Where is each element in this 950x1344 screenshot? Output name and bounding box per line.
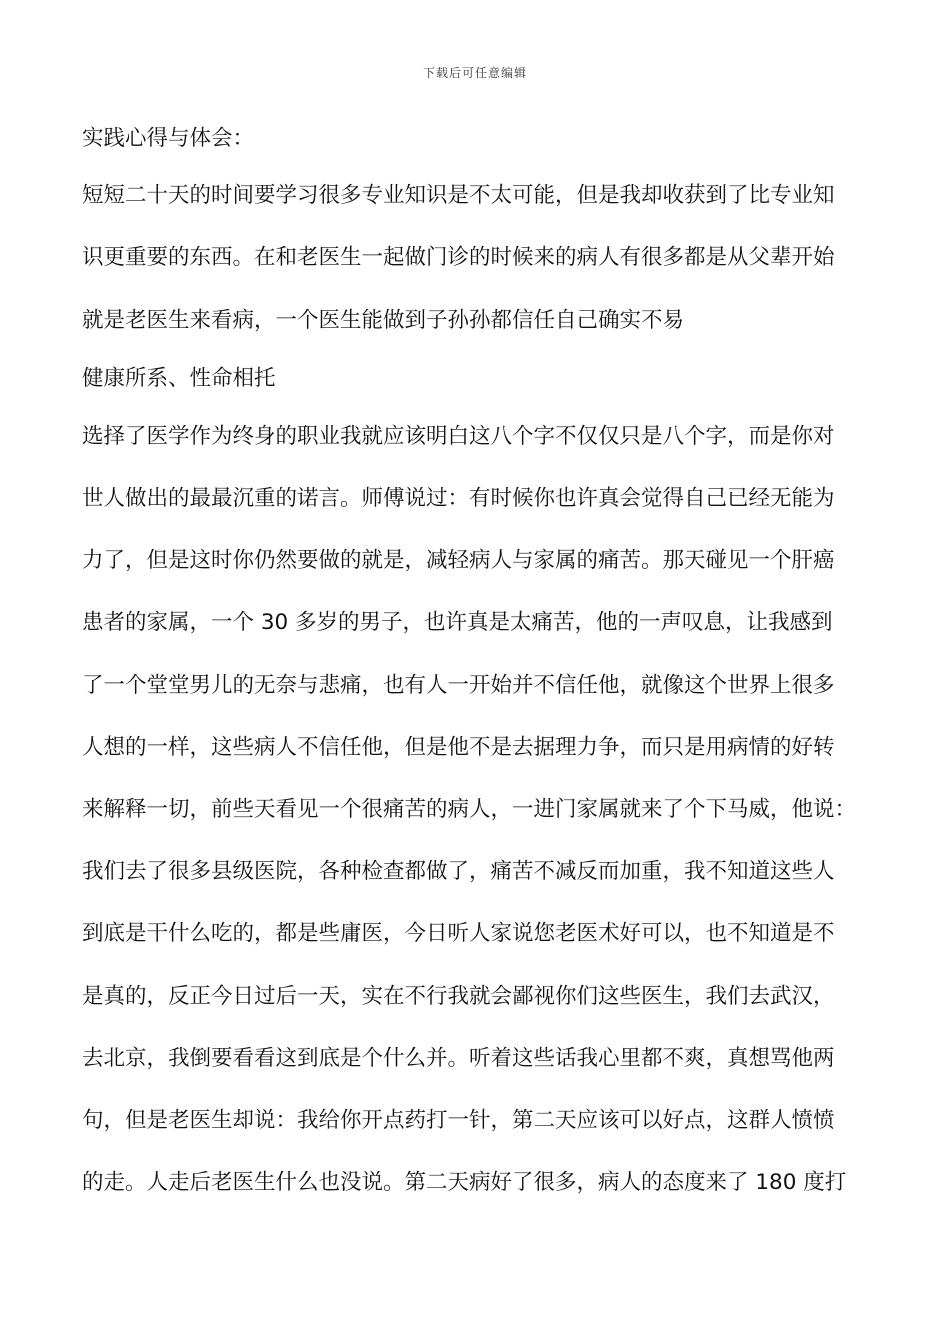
paragraph-line: 来解释一切，前些天看见一个很痛苦的病人，一进门家属就来了个下马威，他说： xyxy=(82,797,857,822)
paragraph-line: 识更重要的东西。在和老医生一起做门诊的时候来的病人有很多都是从父辈开始 xyxy=(82,245,835,270)
paragraph-line: 人想的一样，这些病人不信任他，但是他不是去据理力争，而只是用病情的好转 xyxy=(82,735,835,760)
paragraph-line: 患者的家属，一个 30 多岁的男子，也许真是太痛苦，他的一声叹息，让我感到 xyxy=(82,610,833,635)
paragraph-line: 了一个堂堂男儿的无奈与悲痛，也有人一开始并不信任他，就像这个世界上很多 xyxy=(82,673,835,698)
paragraph-line: 是真的，反正今日过后一天，实在不行我就会鄙视你们这些医生，我们去武汉， xyxy=(82,984,835,1009)
paragraph-line: 我们去了很多县级医院，各种检查都做了，痛苦不减反而加重，我不知道这些人 xyxy=(82,859,835,884)
paragraph-line: 力了，但是这时你仍然要做的就是，减轻病人与家属的痛苦。那天碰见一个肝癌 xyxy=(82,548,835,573)
paragraph-line: 就是老医生来看病，一个医生能做到子孙孙都信任自己确实不易 xyxy=(82,308,685,333)
section-subheading: 健康所系、性命相托 xyxy=(82,366,276,391)
paragraph-line: 短短二十天的时间要学习很多专业知识是不太可能，但是我却收获到了比专业知 xyxy=(82,183,835,208)
paragraph-line: 句，但是老医生却说：我给你开点药打一针，第二天应该可以好点，这群人愤愤 xyxy=(82,1108,835,1133)
paragraph-line: 去北京，我倒要看看这到底是个什么并。听着这些话我心里都不爽，真想骂他两 xyxy=(82,1046,835,1071)
section-heading: 实践心得与体会： xyxy=(82,126,255,151)
paragraph-line: 选择了医学作为终身的职业我就应该明白这八个字不仅仅只是八个字，而是你对 xyxy=(82,424,835,449)
paragraph-line: 的走。人走后老医生什么也没说。第二天病好了很多，病人的态度来了 180 度打 xyxy=(82,1170,847,1195)
header-note: 下载后可任意编辑 xyxy=(422,66,527,80)
paragraph-line: 世人做出的最最沉重的诺言。师傅说过：有时候你也许真会觉得自己已经无能为 xyxy=(82,486,835,511)
paragraph-line: 到底是干什么吃的，都是些庸医，今日听人家说您老医术好可以，也不知道是不 xyxy=(82,921,835,946)
